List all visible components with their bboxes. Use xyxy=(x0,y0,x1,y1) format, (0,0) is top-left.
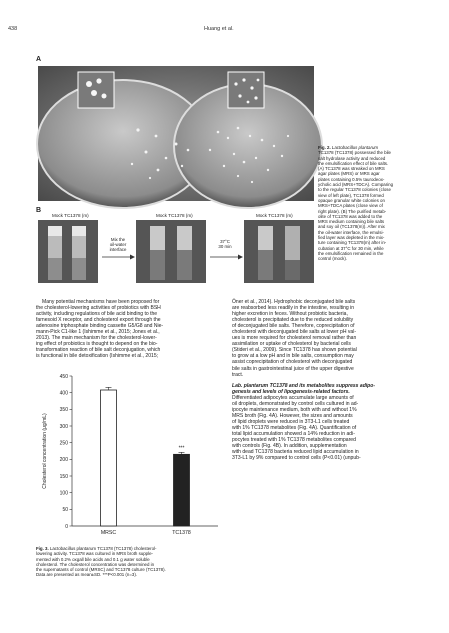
step-1-text xyxy=(101,237,135,253)
figure-2-caption-line: ture containing TC1378(m) after in- xyxy=(318,240,387,246)
y-tick-label: 100 xyxy=(59,490,68,497)
body-line: with 1% TC1378 metabolites (Fig. 4A). Quantification of xyxy=(232,424,357,431)
figure-2-caption-line: ycholic acid (MRS+TDCA). Comparing xyxy=(318,182,394,188)
body-line: farnesoid X receptor, and cholesterol export through the xyxy=(36,317,161,324)
figure-2a-label-mrs-tdca: MRS+TDCA xyxy=(218,62,246,68)
body-line: to grow at a low pH and in bile salts, consumption may xyxy=(232,353,354,360)
figure-2b-label-1: Mock TC1378 (m) xyxy=(52,213,89,218)
step-2-line-1: 37°C xyxy=(220,239,230,244)
figure-2-caption-line: the emulsification remained in the xyxy=(318,250,384,256)
figure-2-caption-line: to the regular TC1378 colonies (close xyxy=(318,187,391,193)
figure-2-caption-line: and soy oil (TC1378(m)). After mix xyxy=(318,224,385,230)
x-tick-label: MRSC xyxy=(100,530,117,536)
body-line: assimilation or uptake of cholesterol by bacterial cells xyxy=(232,341,351,348)
step-1-line-2: oil-water xyxy=(109,242,127,248)
body-line: ipocyte maintenance medium, both with and without 1% xyxy=(232,406,357,413)
body-line: 3T3-L1 by 9% compared to control cells (P<0.01) (unpub- xyxy=(232,455,361,462)
figure-3-chart xyxy=(36,370,226,542)
body-line: assist coprecipitation of cholesterol with deconjugated xyxy=(232,359,353,366)
y-tick-label: 350 xyxy=(59,407,68,414)
y-tick-label: 300 xyxy=(59,423,68,430)
figure-3-caption-line: lowering activity. TC1378 was cultured in MRS broth supple- xyxy=(36,551,153,557)
body-line: bile salts in gastrointestinal juice of the upper digestive xyxy=(232,365,354,372)
y-tick-label: 50 xyxy=(62,507,68,514)
tube-image-3 xyxy=(244,220,314,283)
step-2-text xyxy=(208,239,242,249)
body-line: of deconjugated bile salts. Therefore, coprecipitation of xyxy=(232,323,355,330)
figure-3-caption-line: Lactobacillus plantarum TC1378 (TC1378) cholesterol- xyxy=(49,546,157,551)
x-tick-label: TC1378 xyxy=(172,530,191,536)
y-tick-label: 150 xyxy=(59,473,68,480)
section-heading: genesis and levels of lipogenesis-related factors. xyxy=(232,388,350,395)
figure-2b-panel xyxy=(38,213,314,285)
cholesterol-bar-chart xyxy=(36,370,226,542)
body-line: with controls (Fig. 4B). In addition, supplementation xyxy=(232,443,347,450)
body-line: total lipid accumulation showed a 14% reduction in adi- xyxy=(232,430,355,437)
y-tick-label: 400 xyxy=(59,390,68,397)
body-line: ing effect of probiotics is thought to depend on the bio- xyxy=(36,341,158,348)
figure-3-caption-line: the supernatants of control (MRSC) and TC1378 culture (TC1378). xyxy=(36,567,166,573)
figure-2-caption-line: the emulsification effect of bile salts. xyxy=(318,160,389,166)
arrow-icon xyxy=(100,253,136,261)
tube-photo-1 xyxy=(38,220,98,283)
body-line: higher excretion in feces. Without probiotic bacteria, xyxy=(232,311,348,318)
figure-2-caption-line: MRS+TDCA plates (close view of xyxy=(318,203,383,209)
panel-label-b: B xyxy=(36,207,42,214)
figure-2b-label-2: Mock TC1378 (m) xyxy=(156,213,193,218)
body-line: pocytes treated with 1% TC1378 metabolites compared xyxy=(232,437,356,444)
figure-2a-photo xyxy=(38,62,314,201)
figure-3-caption-line: cholesterol. The cholesterol concentration was determined in xyxy=(36,561,155,567)
body-line: tract. xyxy=(232,371,244,378)
y-tick-label: 0 xyxy=(65,523,68,530)
figure-2-caption-line: Lactobacillus plantarum xyxy=(331,145,379,150)
body-line: oil droplets, demonstrated by control cells cultured in ad- xyxy=(232,400,359,407)
body-line: the cholesterol-lowering activities of probiotics with BSH xyxy=(36,305,161,312)
significance-label: *** xyxy=(178,445,185,452)
figure-2-caption-line: TC1378 (TC1378) possessed the bile xyxy=(318,150,391,156)
section-heading: Lab. plantarum TC1378 and its metabolites suppress adipo- xyxy=(232,382,376,389)
body-line: 2013). The main mechanism for the cholesterol-lower- xyxy=(36,335,157,342)
body-line: is functional in bile detoxification (Ishimme et al., 2015; xyxy=(36,353,159,360)
figure-2-caption-line: plates containing 0.5% taurodeox- xyxy=(318,176,385,182)
figure-2-caption-line: opaque granular white colonies on xyxy=(318,197,385,203)
bar-mrsc xyxy=(101,390,117,526)
figure-3-caption xyxy=(36,546,224,578)
body-line: adenosine triphosphate binding cassette G5/G8 and Nie- xyxy=(36,323,164,330)
figure-2-caption-line: salt hydrolase activity and reduced xyxy=(318,155,386,161)
figure-2-caption-line: view of left plate), TC1378 formed xyxy=(318,192,384,198)
bar-tc1378 xyxy=(174,454,190,526)
figure-2-caption-line: the oil-water interface, the emulsi- xyxy=(318,229,384,235)
arrow-icon xyxy=(208,253,244,261)
figure-3-caption-line: mented with 0.2% oxgall bile acids and 0.1 g water soluble xyxy=(36,556,150,562)
body-line: activity, including regulations of bile acid binding to the xyxy=(36,311,158,318)
body-line: of lipid droplets were reduced in 3T3-L1 cells treated xyxy=(232,418,350,425)
body-right-column xyxy=(232,299,420,461)
body-line: cholesterol is precipitated due to the reduced solubility xyxy=(232,317,354,324)
body-line: MRS broth (Fig. 4A). However, the sizes and amounts xyxy=(232,412,353,419)
figure-2-caption-line: right plate). (B) The purified metab- xyxy=(318,208,387,214)
body-line: mann-Pick C1-like 1 (Ishimme et al., 2015; Jones et al., xyxy=(36,329,160,336)
panel-label-a: A xyxy=(36,56,42,63)
figure-2-caption-line: control (mock). xyxy=(318,256,348,262)
y-tick-label: 250 xyxy=(59,440,68,447)
body-line: are reabsorbed less readily in the intestine, resulting in xyxy=(232,305,355,312)
running-header: Huang et al. xyxy=(204,26,234,32)
body-left-column xyxy=(36,299,224,359)
petri-dishes-image xyxy=(38,66,314,201)
step-1-line-1: Mix the xyxy=(110,237,126,242)
body-line: cholesterol with deconjugated bile salts at lower pH val- xyxy=(232,329,356,336)
body-line: ues is more required for cholesterol removal rather than xyxy=(232,335,357,342)
figure-2b-label-3: Mock TC1378 (m) xyxy=(256,213,293,218)
y-tick-label: 450 xyxy=(59,373,68,380)
figure-2-caption-line: olite of TC1378 was added to the xyxy=(318,213,383,219)
y-axis-label: Cholesterol concentration (μg/mL) xyxy=(42,413,48,489)
figure-2-caption-line: fied layer was depleted in the mix- xyxy=(318,235,385,241)
body-line: Many potential mechanisms have been proposed for xyxy=(42,299,160,305)
figure-2a-label-mrs: MRS xyxy=(100,62,112,68)
page-number: 438 xyxy=(8,26,18,32)
figure-2-caption-line: (A) TC1378 was streaked on MRS xyxy=(318,166,385,172)
figure-2-caption-line: MRS medium containing bile salts xyxy=(318,219,385,225)
figure-2-caption xyxy=(318,145,412,262)
tube-photo-3 xyxy=(244,220,314,283)
step-2-line-2: 30 min xyxy=(218,244,232,250)
body-line: transformation reaction of bile salt deconjugation, which xyxy=(36,347,161,354)
body-line: Öner et al., 2014). Hydrophobic deconjugated bile salts xyxy=(232,299,356,305)
figure-2-caption-title: Fig. 2. xyxy=(318,145,331,150)
body-line: Differentiated adipocytes accumulate large amounts of xyxy=(232,394,354,401)
body-line: (Stideri et al., 2009). Since TC1378 has shown potential xyxy=(232,347,357,354)
y-tick-label: 200 xyxy=(59,457,68,464)
figure-3-caption-line: Data are presented as mean±SD. ***P<0.001 (n=3). xyxy=(36,572,138,578)
tube-image-1 xyxy=(38,220,98,283)
figure-2-caption-line: agar plates (MRS) or MRS agar xyxy=(318,171,380,177)
body-line: with dead TC1378 bacteria reduced lipid accumulation in xyxy=(232,449,359,456)
tube-image-2 xyxy=(136,220,206,283)
tube-photo-2 xyxy=(136,220,206,283)
figure-3-caption-title: Fig. 3. xyxy=(36,546,49,551)
figure-2-caption-line: cubation at 37°C for 30 min, while xyxy=(318,245,384,251)
step-1-line-3: interface xyxy=(109,247,127,253)
